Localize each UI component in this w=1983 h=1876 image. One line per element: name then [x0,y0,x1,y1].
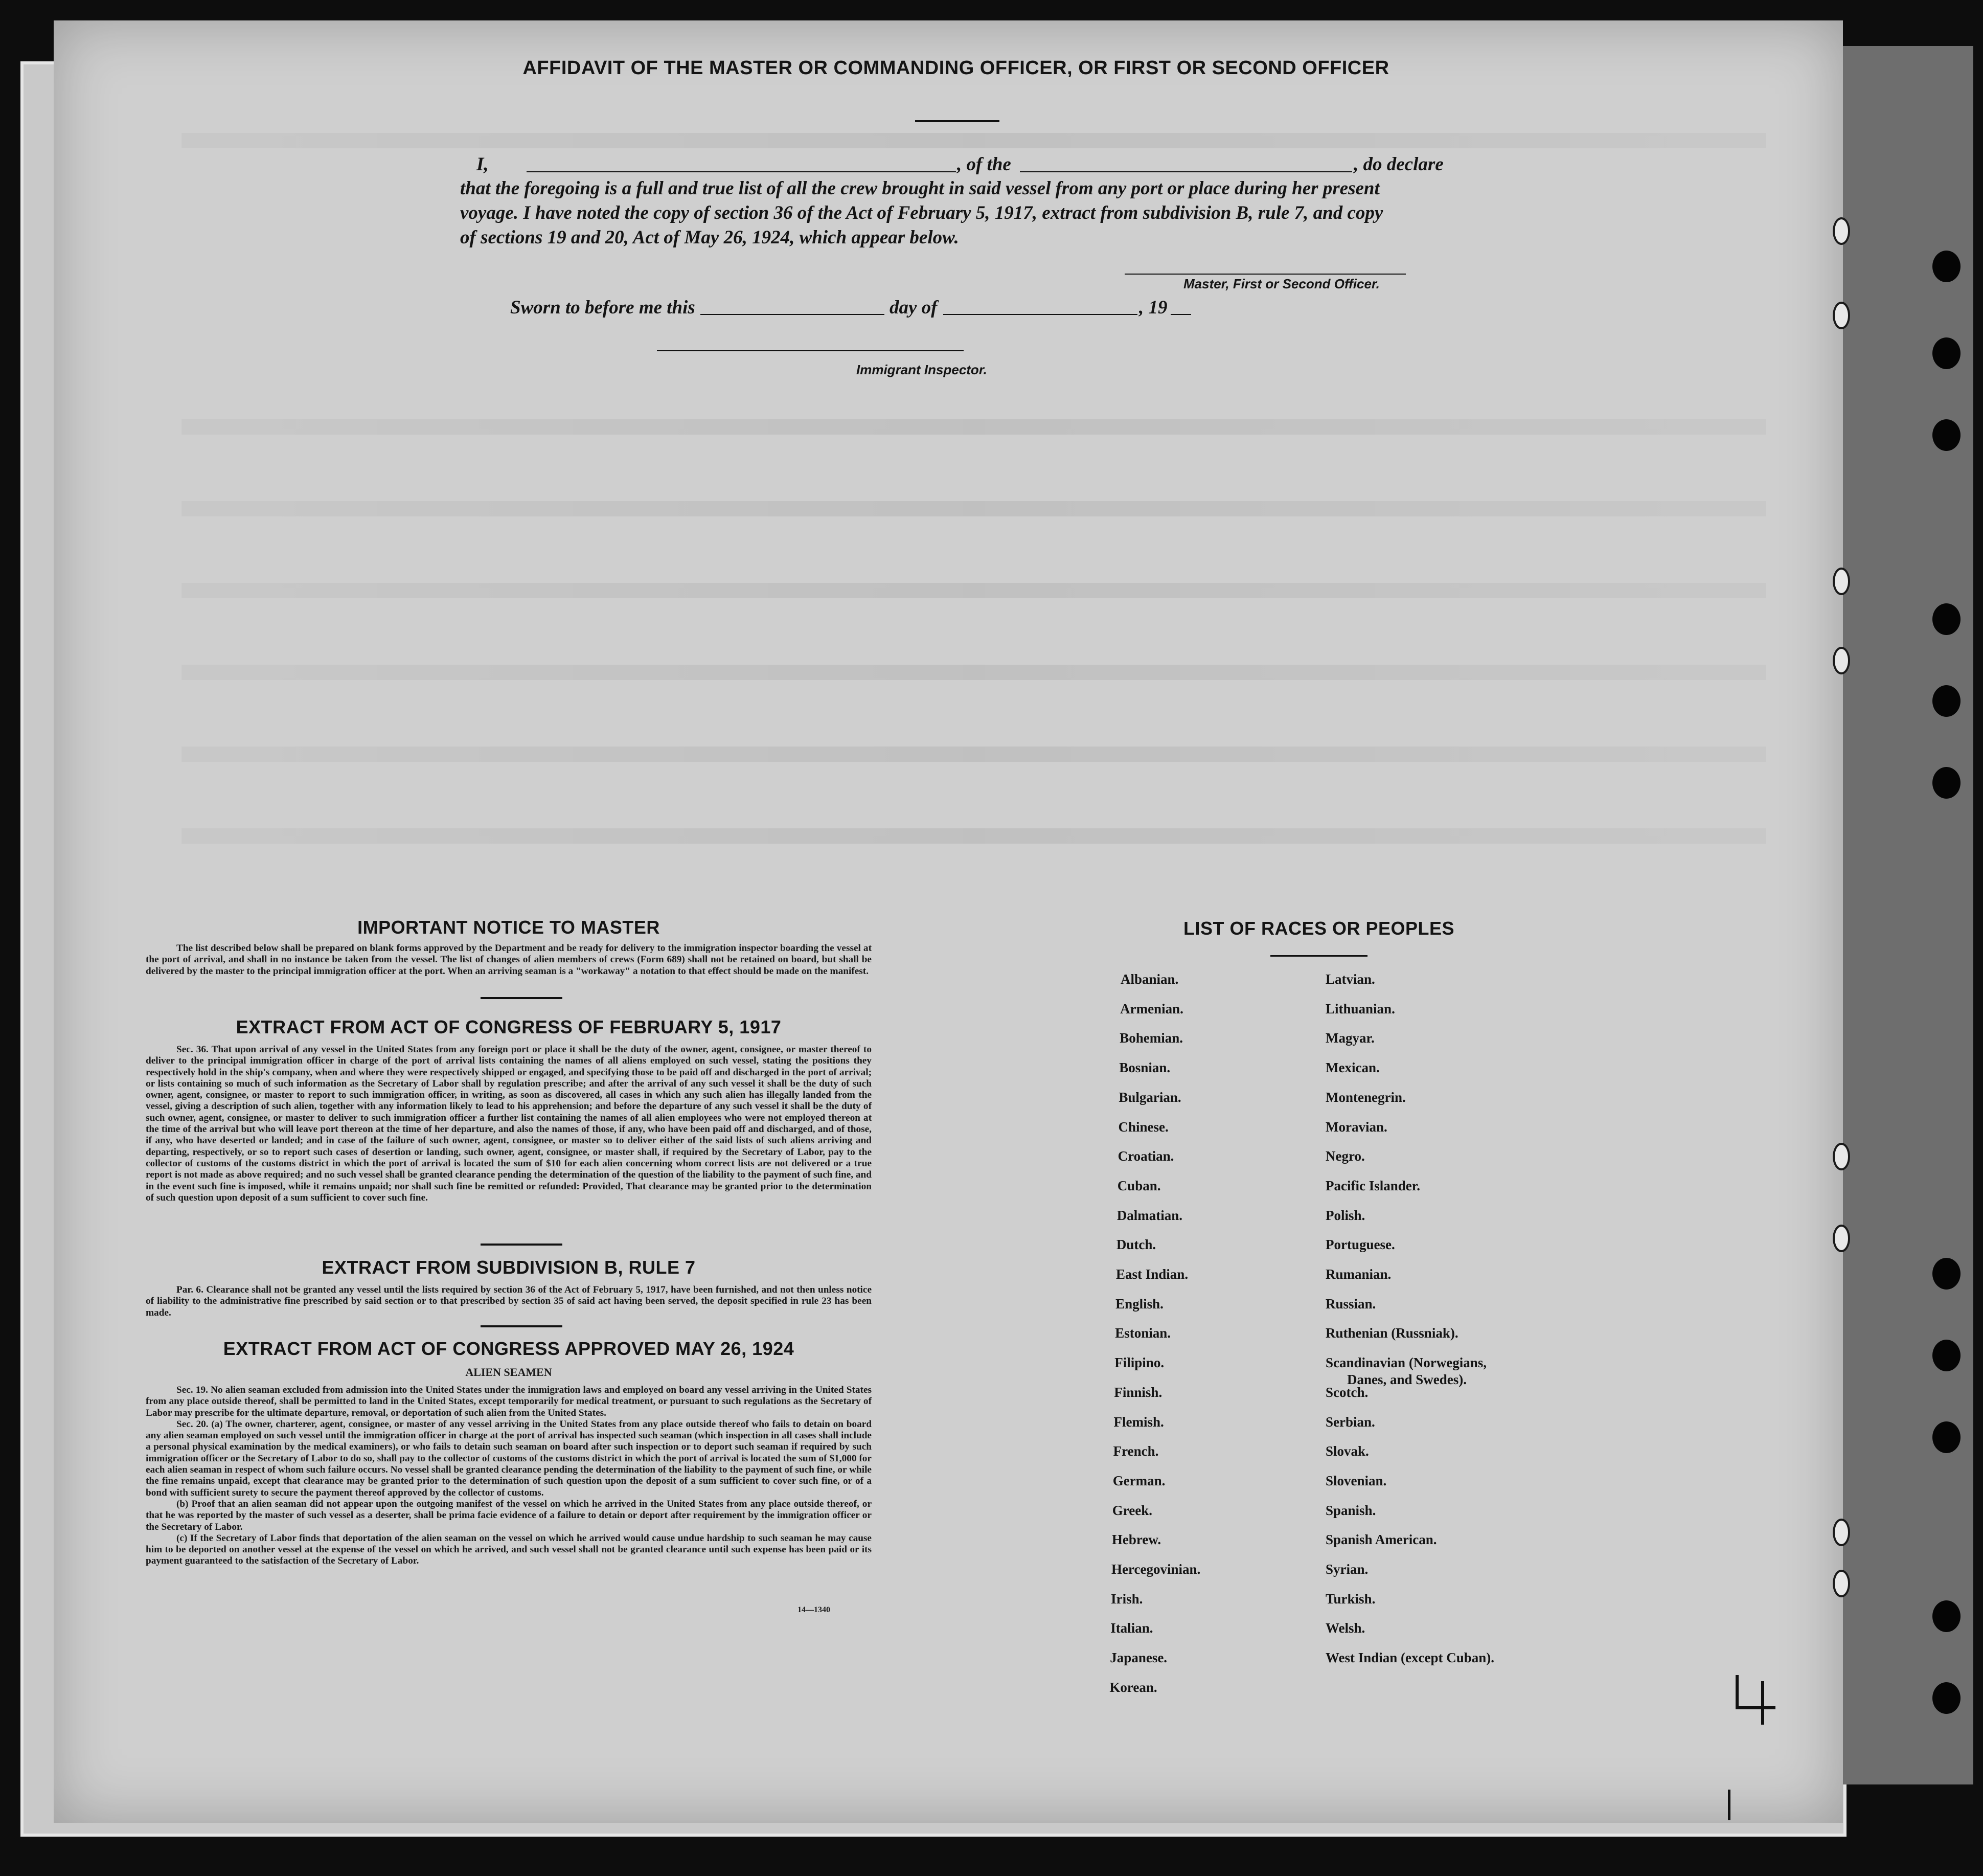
race-item: Dutch. [1116,1237,1156,1253]
binding-hole [1932,1258,1961,1290]
races-title: LIST OF RACES OR PEOPLES [1183,918,1455,939]
race-item: Hercegovinian. [1111,1562,1201,1577]
race-item: Turkish. [1326,1591,1376,1607]
race-item: West Indian (except Cuban). [1326,1650,1495,1666]
punch-hole [1833,568,1850,595]
binding-hole [1932,1421,1961,1453]
race-item: Magyar. [1326,1030,1375,1046]
race-item: Slovak. [1326,1443,1369,1459]
race-item: Finnish. [1114,1384,1163,1400]
race-item: Negro. [1326,1148,1365,1164]
section-divider [481,1244,562,1246]
race-item: Flemish. [1113,1414,1164,1430]
sworn-prefix: Sworn to before me this [510,297,695,318]
race-item: Ruthenian (Russniak). [1326,1325,1458,1341]
race-item: Serbian. [1326,1414,1375,1430]
race-item: Russian. [1326,1296,1376,1312]
extract-1924-subtitle: ALIEN SEAMEN [465,1366,552,1378]
binding-hole [1932,337,1961,369]
punch-hole [1833,1225,1850,1252]
master-signature-blank [1125,274,1406,275]
form-code: 14—1340 [797,1606,830,1614]
race-item: Estonian. [1115,1325,1171,1341]
race-item: Filipino. [1114,1355,1165,1371]
race-item: Latvian. [1326,971,1375,987]
binding-hole [1932,251,1961,282]
affidavit-line-declare: , do declare [1354,154,1444,175]
sworn-day-blank [700,314,884,315]
race-item: Korean. [1109,1679,1157,1695]
race-item: Cuban. [1117,1178,1161,1193]
extract-1917-text: Sec. 36. That upon arrival of any vessel in the United States from any foreign port or place it shall be the duty of the owner, agent, consignee, or master thereof to deliver to the principal immigration officer in charge of the port of arrival lists containing the names of all aliens employed on such vessel, stating the positions they respectively hold in the ship's company, when and where they were respectively shipped or engaged, and specifying those to be paid off and discharged in the port of arrival; or lists containing so much of such information as the Secretary of Labor shall by regulation prescribe; and after the arrival of any such vessel it shall be the duty of such owner, agent, consignee, or master to report to such immigration officer, in writing, as soon as discovered, all cases in which any such alien has illegally landed from the vessel, giving a description of such alien, together with any information likely to lead to his apprehension; and before the departure of any such vessel it shall be the duty of such owner, agent, consignee, or master to deliver to such immigration officer a further list containing the names of all alien employees who were not employed thereon at the time of the arrival but who will leave port thereon at the time of her departure, and also the names of those, if any, who have been paid off and discharged, and of those, if any, who have deserted or landed; and in case of the failure of such owner, agent, consignee, or master so to deliver either of the said lists of such aliens arriving and departing, respectively, or so to report such cases of desertion or landing, such owner, agent, consignee, or master shall, if required by the Secretary of Labor, pay to the collector of customs of the customs district in which the port of arrival is located the sum of $10 for each alien concerning whom correct lists are not delivered or a true report is not made as above required; and no such vessel shall be granted clearance pending the determination of the question of the liability to the payment of such fine, and in the event such fine is imposed, while it remains unpaid; nor shall such fine be remitted or refunded: Provided, That clearance may be granted prior to the determination of such question upon deposit of a sum sufficient to cover such fine. [146,1044,872,1203]
race-item: Lithuanian. [1326,1001,1395,1016]
race-item: French. [1113,1443,1159,1459]
race-item: Scotch. [1326,1384,1369,1400]
race-item: Scandinavian (Norwegians, [1326,1355,1487,1371]
race-item: Slovenian. [1326,1473,1387,1488]
race-item: Japanese. [1110,1650,1168,1666]
race-item: Mexican. [1326,1060,1380,1076]
punch-hole [1833,1519,1850,1546]
affidavit-line-3: voyage. I have noted the copy of section 36 of the Act of February 5, 1917, extract from subdivision B, rule 7, and copy [460,202,1383,223]
race-item: Spanish. [1326,1502,1376,1518]
master-caption: Master, First or Second Officer. [1183,276,1380,291]
race-item: Chinese. [1118,1119,1169,1135]
race-item: Dalmatian. [1116,1207,1183,1223]
race-item: Welsh. [1326,1620,1365,1636]
race-item: Albanian. [1121,971,1179,987]
binding-hole [1932,603,1961,635]
binding-hole [1932,1600,1961,1632]
officer-name-blank [527,171,956,172]
race-item: Bohemian. [1120,1030,1183,1046]
race-item: Rumanian. [1326,1267,1392,1282]
section-divider [481,1325,562,1327]
sworn-month-blank [943,314,1137,315]
binding-hole [1932,767,1961,799]
sworn-year-blank [1171,314,1191,315]
race-item: German. [1112,1473,1166,1488]
punch-hole [1833,647,1850,674]
race-item: Polish. [1326,1207,1365,1223]
inspector-signature-blank [657,350,964,351]
section-divider [481,997,562,999]
affidavit-line-of-the: , of the [957,154,1011,175]
punch-hole [1833,302,1850,329]
race-item: Pacific Islander. [1326,1178,1420,1193]
handwritten-page-mark [1727,1671,1783,1727]
binding-hole [1932,419,1961,451]
affidavit-line-4: of sections 19 and 20, Act of May 26, 1924, which appear below. [460,227,959,248]
rule7-title: EXTRACT FROM SUBDIVISION B, RULE 7 [322,1257,696,1278]
punch-hole [1833,1570,1850,1597]
margin-tick [1728,1790,1730,1820]
punch-hole [1833,1143,1850,1170]
affidavit-line-i: I, [476,154,489,175]
sworn-day-of: day of [890,297,938,318]
inspector-caption: Immigrant Inspector. [856,362,987,377]
race-item: Bulgarian. [1119,1089,1181,1105]
race-item: Greek. [1112,1502,1153,1518]
race-item: Montenegrin. [1326,1089,1406,1105]
sworn-year: , 19 [1139,297,1168,318]
race-item: Armenian. [1120,1001,1183,1016]
race-item: Syrian. [1326,1562,1369,1577]
binding-hole [1932,1682,1961,1714]
vessel-name-blank [1020,171,1352,172]
race-item: Bosnian. [1119,1060,1171,1076]
race-item: Italian. [1110,1620,1153,1636]
extract-1924-text: Sec. 19. No alien seaman excluded from admission into the United States under the immigration laws and employed on board any vessel arriving in the United States from any place outside thereof, shall be permitted to land in the United States, except temporarily for medical treatment, or pursuant to such regulations as the Secretary of Labor may prescribe for the ultimate departure, removal, or deportation of such alien from the United States. Sec. 20. (a) The owner, charterer, agent, consignee, or master of any vessel arriving in the United States from any place outside thereof who fails to detain on board any alien seaman employed on such vessel until the immigration officer in charge at the port of arrival has inspected such seaman (which inspection in all cases shall include a personal physical examination by the medical examiners), or who fails to detain such seaman on board after such inspection or to deport such seaman if required by such immigration officer or the Secretary of Labor to do so, shall pay to the collector of customs of the customs district in which the port of arrival is located the sum of $1,000 for each alien seaman in respect of whom such failure occurs. No vessel shall be granted clearance pending the determination of the liability to the payment of such fine, or while the fine remains unpaid, except that clearance may be granted prior to the determination of such question upon the deposit of a sum sufficient to cover such fine, or of a bond with sufficient surety to secure the payment thereof approved by the collector of customs. (b) Proof that an alien seaman did not appear upon the outgoing manifest of the vessel on which he arrived in the United States from any place outside thereof, or that he was reported by the master of such vessel as a deserter, shall be prima facie evidence of a failure to detain or deport after requirement by the immigration officer or the Secretary of Labor. (c) If the Secretary of Labor finds that deportation of the alien seaman on the vessel on which he arrived would cause undue hardship to such seaman he may cause him to be deported on another vessel at the expense of the vessel on which he arrived, and such vessel shall not be granted clearance until such expense has been paid or its payment guaranteed to the satisfaction of the Secretary of Labor. [146,1385,872,1567]
race-item: English. [1115,1296,1164,1312]
binding-hole [1932,685,1961,717]
race-item: East Indian. [1116,1267,1189,1282]
race-item: Spanish American. [1326,1532,1437,1548]
title-divider [915,120,999,122]
extract-1924-title: EXTRACT FROM ACT OF CONGRESS APPROVED MAY 26, 1924 [223,1338,794,1359]
race-item: Portuguese. [1326,1237,1395,1253]
race-item: Moravian. [1326,1119,1387,1135]
races-divider [1270,955,1367,957]
affidavit-title: AFFIDAVIT OF THE MASTER OR COMMANDING OFFICER, OR FIRST OR SECOND OFFICER [522,57,1389,79]
race-item: Irish. [1111,1591,1143,1607]
affidavit-line-2: that the foregoing is a full and true list of all the crew brought in said vessel from any port or place during her present [460,178,1380,199]
rule7-text: Par. 6. Clearance shall not be granted any vessel until the lists required by section 36 of the Act of February 5, 1917, have been furnished, and not then unless notice of liability to the administrative fine prescribed by said section or to that prescribed by section 35 of said act having been served, the deposit specified in rule 23 has been made. [146,1284,872,1318]
punch-hole [1833,217,1850,245]
race-item: Hebrew. [1111,1532,1161,1548]
notice-text: The list described below shall be prepared on blank forms approved by the Department and be ready for delivery to the immigration inspector boarding the vessel at the port of arrival, and shall in no instance be taken from the vessel. The list of changes of alien members of crews (Form 689) shall not be retained on board, but shall be delivered by the master to the principal immigration officer at the port. When an arriving seaman is a "workaway" a notation to that effect should be made on the manifest. [146,943,872,977]
notice-title: IMPORTANT NOTICE TO MASTER [357,917,660,938]
race-item: Danes, and Swedes). [1347,1372,1467,1388]
race-item: Croatian. [1118,1148,1174,1164]
binding-hole [1932,1340,1961,1371]
extract-1917-title: EXTRACT FROM ACT OF CONGRESS OF FEBRUARY 5, 1917 [236,1016,782,1037]
